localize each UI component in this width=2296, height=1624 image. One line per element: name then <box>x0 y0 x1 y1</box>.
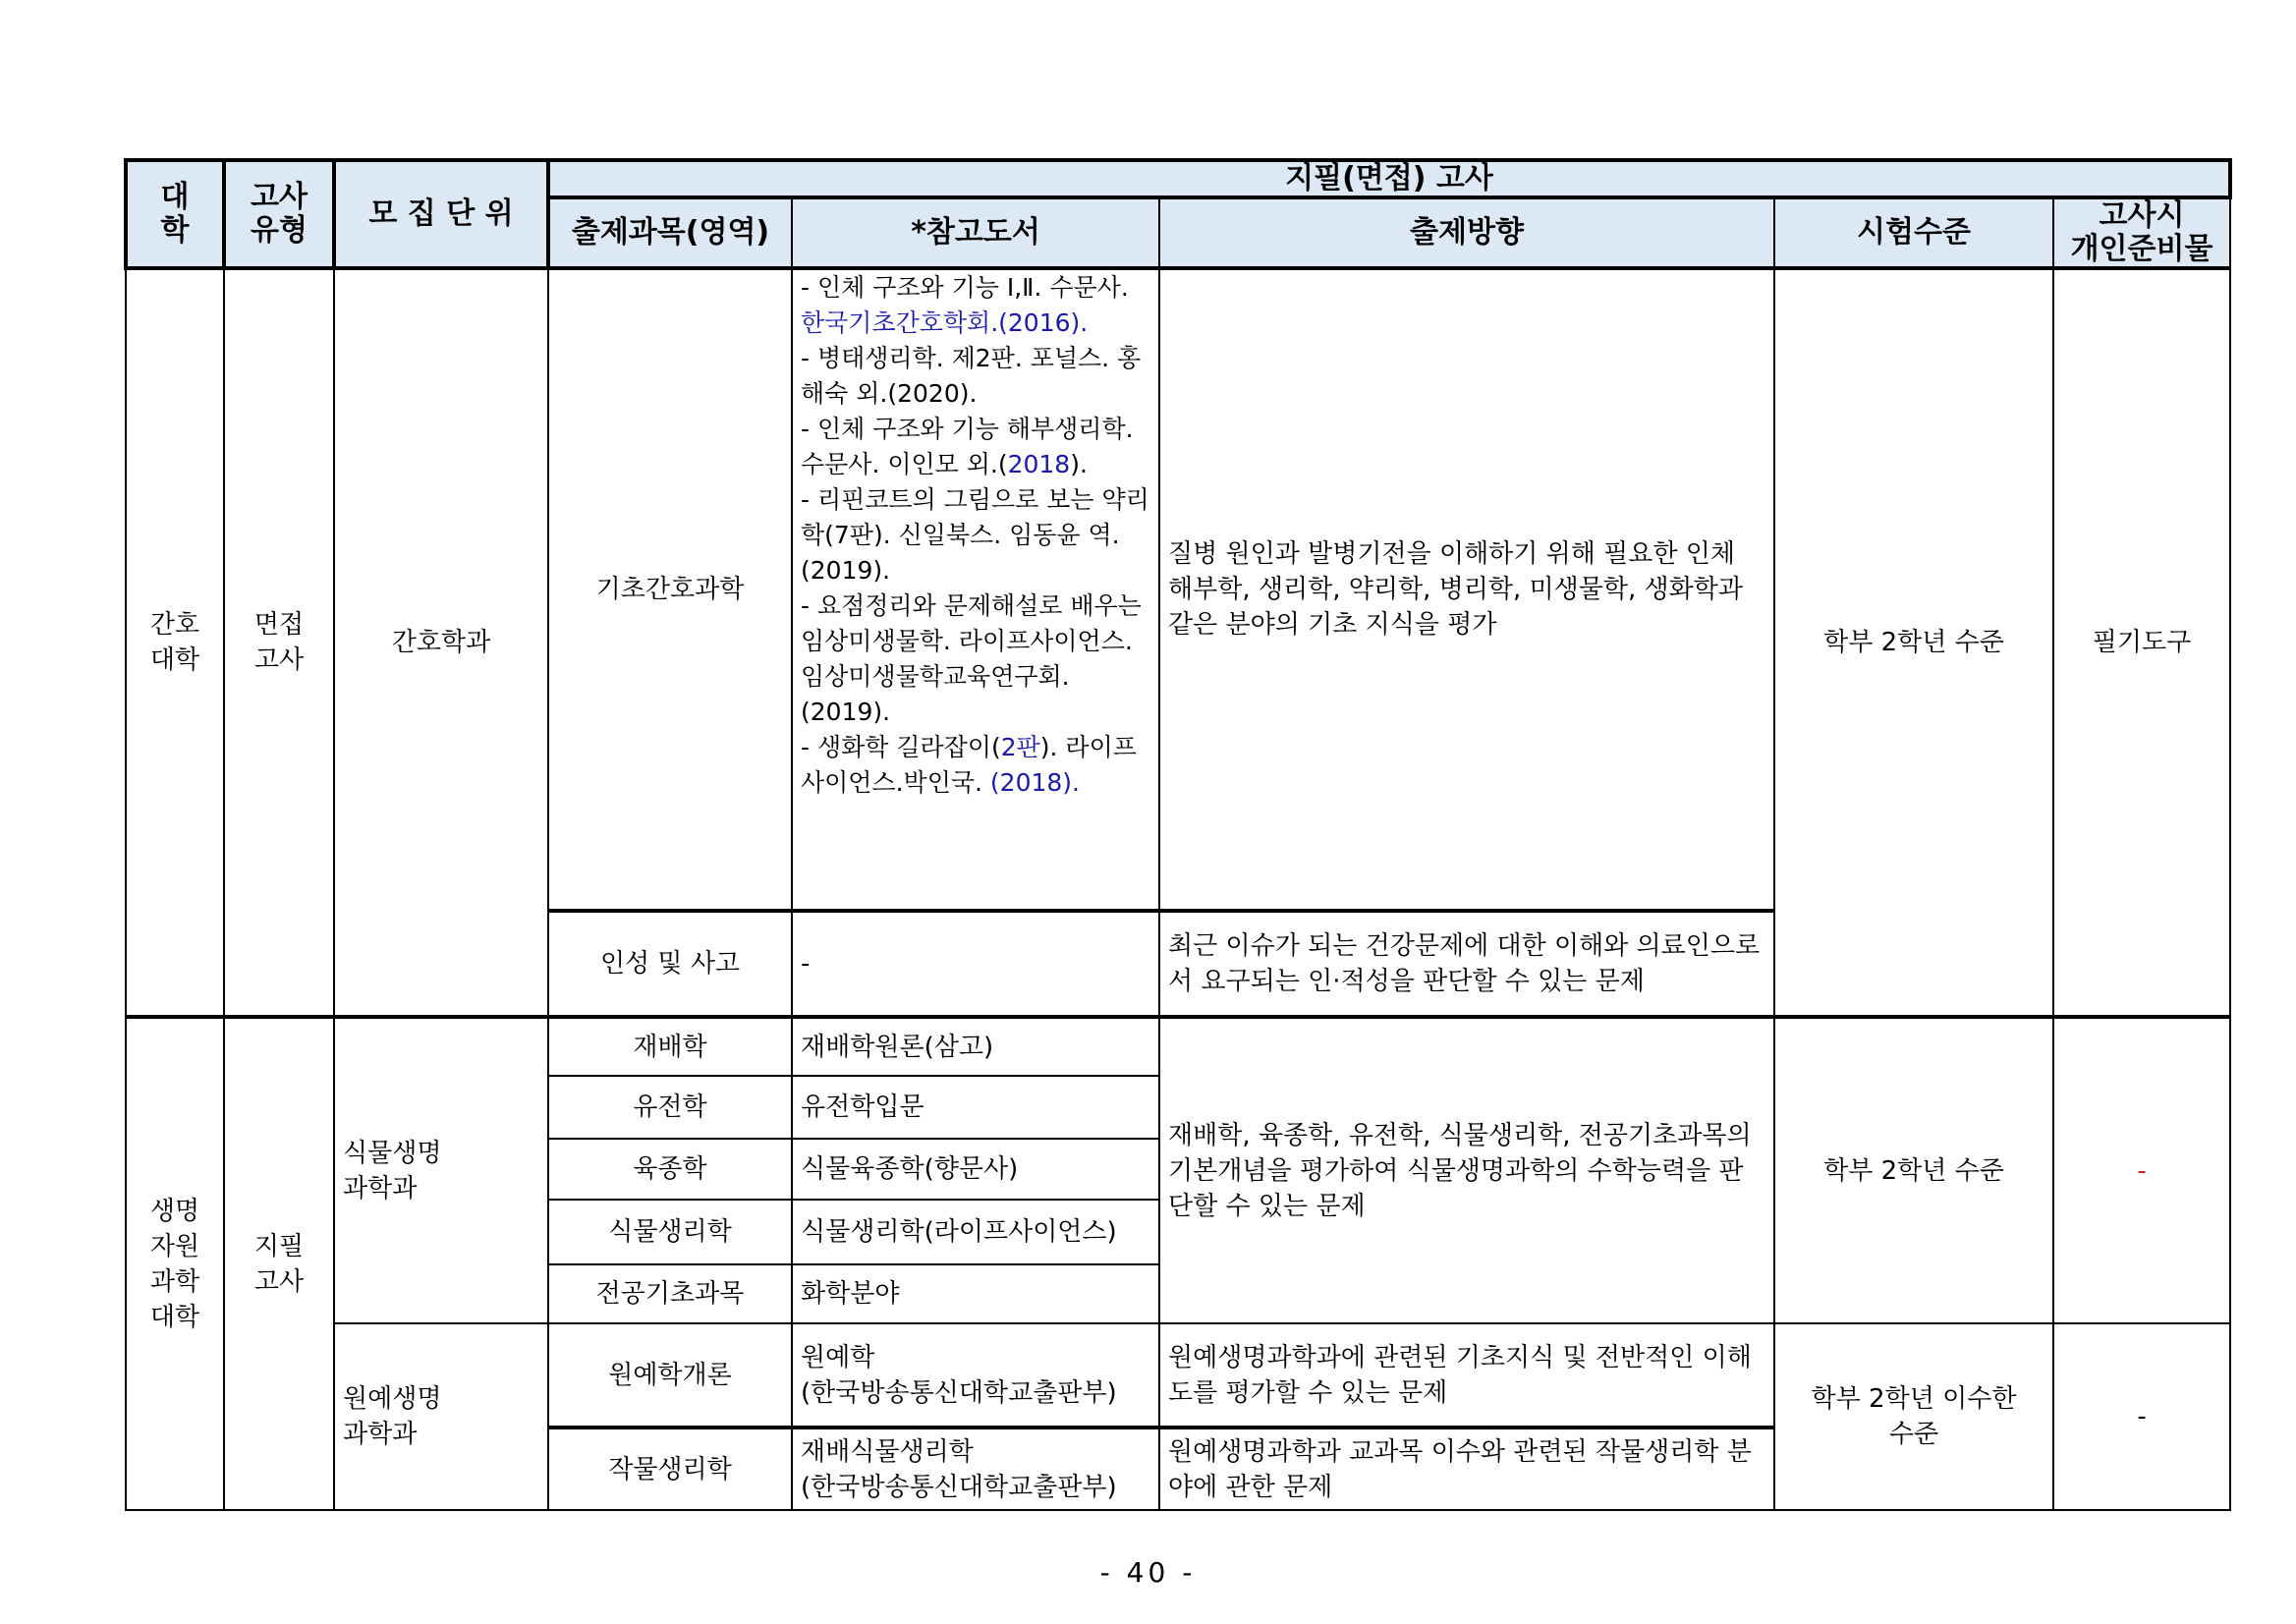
nursing-supplies: 필기도구 <box>2053 268 2230 1017</box>
nursing-unit: 간호학과 <box>334 268 548 1017</box>
horti-unit: 원예생명 과학과 <box>334 1323 548 1510</box>
reference-personality: - <box>792 911 1159 1017</box>
plant-unit: 식물생명 과학과 <box>334 1017 548 1323</box>
plant-supplies: - <box>2053 1017 2230 1323</box>
header-supplies: 고사시 개인준비물 <box>2053 197 2230 268</box>
horti-direction-crop: 원예생명과학과 교과목 이수와 관련된 작물생리학 분야에 관한 문제 <box>1159 1428 1774 1510</box>
plant-subject-physiology: 식물생리학 <box>548 1200 792 1264</box>
bio-college: 생명 자원 과학 대학 <box>126 1017 224 1510</box>
subject-personality: 인성 및 사고 <box>548 911 792 1017</box>
horti-ref-intro: 원예학 (한국방송통신대학교출판부) <box>792 1323 1159 1428</box>
plant-ref-breeding: 식물육종학(향문사) <box>792 1139 1159 1200</box>
reference-basic-nursing: - 인체 구조와 기능 Ⅰ,Ⅱ. 수문사. 한국기초간호학회.(2016). - 병태생리학. 제2판. 포널스. 홍해숙 외.(2020). - 인체 구조와 기능 해부생리학. 수문사. 이인모 외.(2018). - 리핀코트의 그림으로 보는 약리학(7판). 신일북스. 임동윤 역. (2019). - 요점정리와 문제해설로 배우는 임상미생물학. 라이프사이언스. 임상미생물학교육연구회. (2019). - 생화학 길라잡이(2판). 라이프사이언스.박인국. (2018). <box>792 268 1159 911</box>
plant-ref-cultivation: 재배학원론(삼고) <box>792 1017 1159 1076</box>
bio-exam-type: 지필 고사 <box>224 1017 334 1510</box>
plant-subject-basic: 전공기초과목 <box>548 1264 792 1323</box>
horti-ref-crop: 재배식물생리학 (한국방송통신대학교출판부) <box>792 1428 1159 1510</box>
direction-personality: 최근 이슈가 되는 건강문제에 대한 이해와 의료인으로서 요구되는 인·적성을 판단할 수 있는 문제 <box>1159 911 1774 1017</box>
header-level: 시험수준 <box>1774 197 2053 268</box>
plant-subject-breeding: 육종학 <box>548 1139 792 1200</box>
plant-ref-basic: 화학분야 <box>792 1264 1159 1323</box>
plant-subject-cultivation: 재배학 <box>548 1017 792 1076</box>
plant-level: 학부 2학년 수준 <box>1774 1017 2053 1323</box>
header-group: 지필(면접) 고사 <box>548 160 2230 197</box>
subject-basic-nursing: 기초간호과학 <box>548 268 792 911</box>
plant-ref-genetics: 유전학입문 <box>792 1076 1159 1139</box>
horti-subject-intro: 원예학개론 <box>548 1323 792 1428</box>
horti-direction-intro: 원예생명과학과에 관련된 기초지식 및 전반적인 이해도를 평가할 수 있는 문제 <box>1159 1323 1774 1428</box>
horti-level: 학부 2학년 이수한 수준 <box>1774 1323 2053 1510</box>
plant-ref-physiology: 식물생리학(라이프사이언스) <box>792 1200 1159 1264</box>
nursing-exam-type: 면접 고사 <box>224 268 334 1017</box>
header-college: 대 학 <box>126 160 224 268</box>
horti-supplies: - <box>2053 1323 2230 1510</box>
nursing-level: 학부 2학년 수준 <box>1774 268 2053 1017</box>
header-direction: 출제방향 <box>1159 197 1774 268</box>
direction-basic-nursing: 질병 원인과 발병기전을 이해하기 위해 필요한 인체 해부학, 생리학, 약리학, 병리학, 미생물학, 생화학과 같은 분야의 기초 지식을 평가 <box>1159 268 1774 911</box>
header-reference: *참고도서 <box>792 197 1159 268</box>
plant-subject-genetics: 유전학 <box>548 1076 792 1139</box>
page-number: - 40 - <box>1099 1556 1197 1589</box>
nursing-college: 간호 대학 <box>126 268 224 1017</box>
header-unit: 모 집 단 위 <box>334 160 548 268</box>
plant-direction: 재배학, 육종학, 유전학, 식물생리학, 전공기초과목의 기본개념을 평가하여 식물생명과학의 수학능력을 판단할 수 있는 문제 <box>1159 1017 1774 1323</box>
exam-table <box>124 158 2232 1511</box>
header-exam-type: 고사 유형 <box>224 160 334 268</box>
horti-subject-crop: 작물생리학 <box>548 1428 792 1510</box>
header-subject: 출제과목(영역) <box>548 197 792 268</box>
